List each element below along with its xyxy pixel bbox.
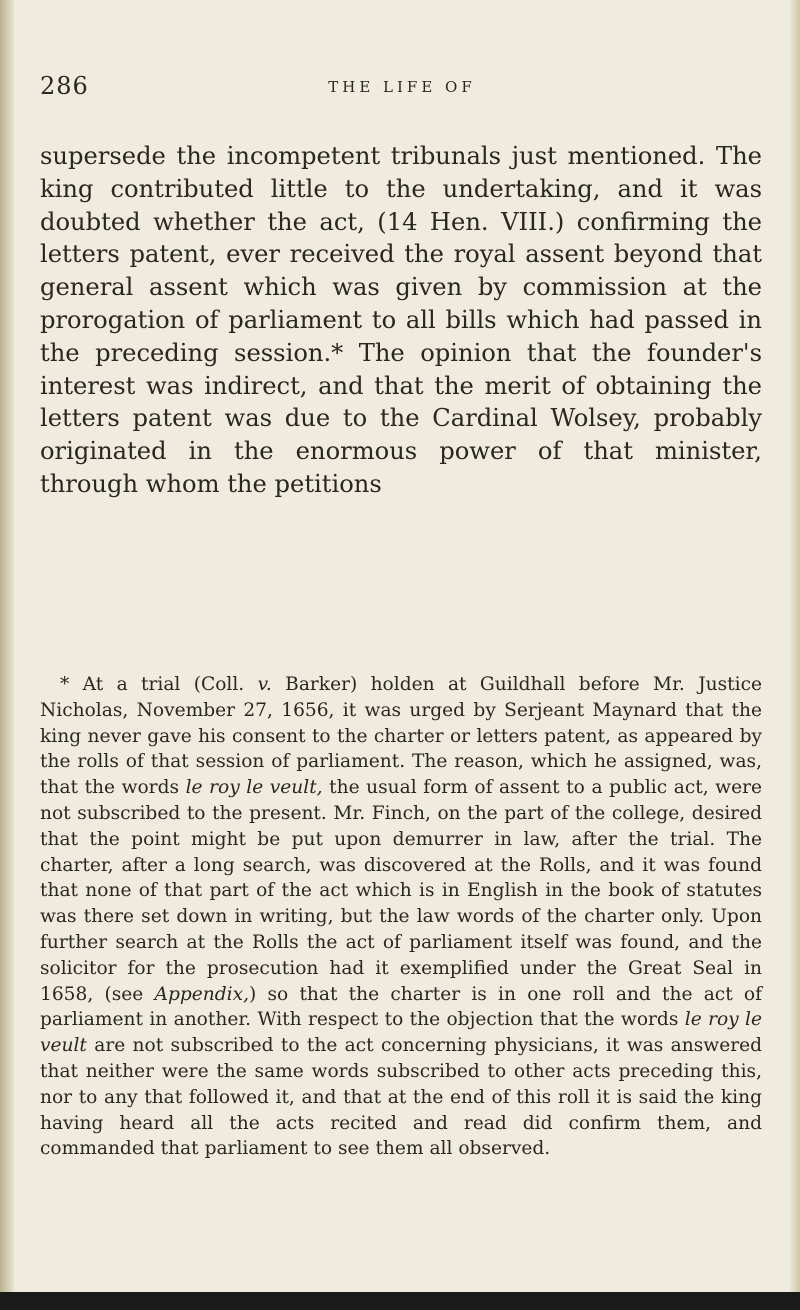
footnote-italic-le-roy-2: le roy le veult (40, 1009, 763, 1057)
footnote-text-4: ) so that the charter is in one roll and the act of parliament in another. With respect to the objection that the words (40, 983, 763, 1031)
footnote-text-3: the usual form of assent to a public act, were not subscribed to the present. Mr. Finch, on the part of the college, desired that the point might be put upon demurrer in law, after the trial. The charter, after a long search, was discovered at the Rolls, and it was found that none of that part of the act which is in English in the book of statutes was there set down in writing, but the law words of the charter only. Upon further search at the Rolls the act of parliament itself was found, and the solicitor for the prosecution had it exemplified under the Great Seal in 1658, (see (40, 777, 762, 1005)
footnote-text-5: are not subscribed to the act concerning physicians, it was answered that neither were the same words subscribed to other acts preceding this, nor to any that followed it, and that at the end of this roll it is said the king having heard all the acts recited and read did confirm them, and commanded that parliament to see them all observed. (40, 1035, 762, 1160)
footnote-text-1: * At a trial (Coll. (60, 674, 258, 695)
running-head: THE LIFE OF (328, 78, 476, 96)
page-edge (790, 0, 800, 1310)
scan-bottom-edge (0, 1292, 800, 1310)
page-binding-shadow (0, 0, 14, 1310)
footnote-italic-le-roy-1: le roy le veult, (185, 777, 323, 799)
footnote-italic-appendix: Appendix, (154, 983, 249, 1005)
page-number: 286 (40, 72, 89, 100)
footnote-text-2: Barker) holden at Guildhall before Mr. Justice Nicholas, November 27, 1656, it was urged by Serjeant Maynard that the king never gave his consent to the charter or letters patent, as appeared by the rolls of that session of parliament. The reason, which he assigned, was, that the words (40, 674, 762, 799)
footnote-italic-v: v. (257, 674, 272, 695)
body-paragraph: supersede the incompetent tribunals just mentioned. The king contributed little to the undertaking, and it was doubted whether the act, (14 Hen. VIII.) confirming the letters patent, ever received the royal assent beyond that general assent which was given by commission at the prorogation of parliament to all bills which had passed in the preceding session.* The opinion that the founder's interest was indirect, and that the merit of obtaining the letters patent was due to the Cardinal Wolsey, probably originated in the enormous power of that minister, through whom the petitions (40, 142, 762, 498)
footnote (40, 672, 762, 1162)
